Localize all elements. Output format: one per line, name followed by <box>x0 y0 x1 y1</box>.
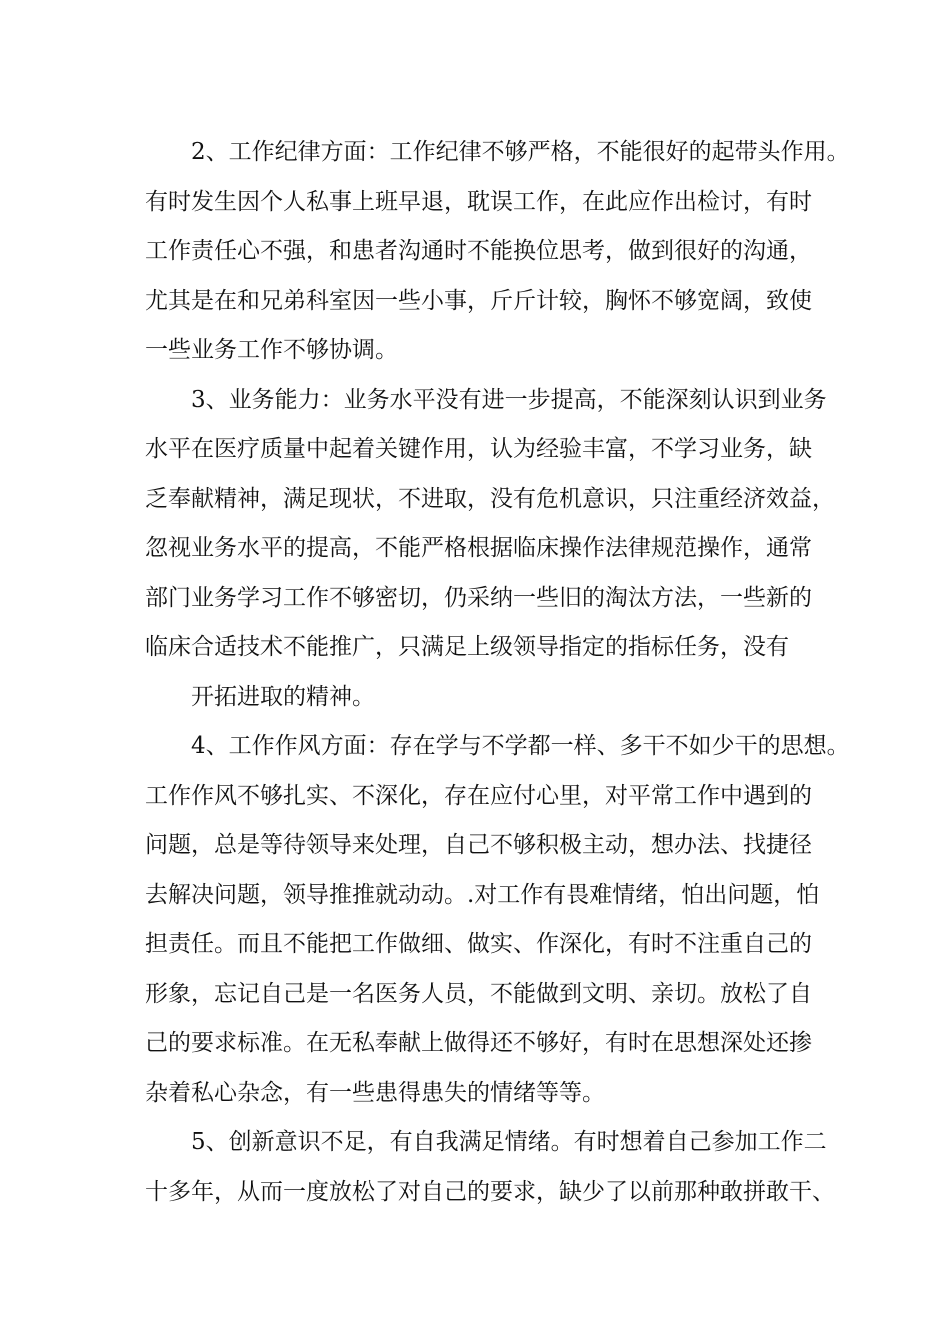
text-line: 4、工作作风方面：存在学与不学都一样、多干不如少干的思想。 <box>191 733 850 759</box>
text-line: 忽视业务水平的提高，不能严格根据临床操作法律规范操作，通常 <box>145 535 812 561</box>
text-line: 临床合适技术不能推广，只满足上级领导指定的指标任务，没有 <box>145 634 789 660</box>
text-line: 担责任。而且不能把工作做细、做实、作深化，有时不注重自己的 <box>145 931 812 957</box>
text-line: 有时发生因个人私事上班早退，耽误工作，在此应作出检讨，有时 <box>145 188 812 215</box>
text-line: 尤其是在和兄弟科室因一些小事，斤斤计较，胸怀不够宽阔，致使 <box>145 287 812 314</box>
document-body <box>145 128 850 1217</box>
text-line: 形象，忘记自己是一名医务人员，不能做到文明、亲切。放松了自 <box>145 980 812 1007</box>
text-line: 工作责任心不强，和患者沟通时不能换位思考，做到很好的沟通， <box>145 238 812 264</box>
text-line: 3、业务能力：业务水平没有进一步提高，不能深刻认识到业务 <box>191 386 827 413</box>
text-line: 部门业务学习工作不够密切，仍采纳一些旧的淘汰方法，一些新的 <box>145 584 812 611</box>
text-line: 一些业务工作不够协调。 <box>145 337 398 363</box>
text-line: 2、工作纪律方面：工作纪律不够严格，不能很好的起带头作用。 <box>191 139 850 165</box>
text-line: 开拓进取的精神。 <box>191 683 375 710</box>
text-line: 杂着私心杂念，有一些患得患失的情绪等等。 <box>145 1079 605 1106</box>
text-line: 5、创新意识不足，有自我满足情绪。有时想着自己参加工作二 <box>191 1129 827 1155</box>
text-line: 乏奉献精神，满足现状，不进取，没有危机意识，只注重经济效益， <box>145 485 835 512</box>
text-line: 问题，总是等待领导来处理，自己不够积极主动，想办法、找捷径 <box>145 832 812 858</box>
text-line: 十多年，从而一度放松了对自己的要求，缺少了以前那种敢拼敢干、 <box>145 1178 835 1205</box>
text-line: 水平在医疗质量中起着关键作用，认为经验丰富，不学习业务，缺 <box>145 436 812 462</box>
text-line: 己的要求标准。在无私奉献上做得还不够好，有时在思想深处还掺 <box>145 1030 812 1056</box>
text-line: 去解决问题，领导推推就动动。.对工作有畏难情绪，怕出问题，怕 <box>145 881 820 908</box>
text-line: 工作作风不够扎实、不深化，存在应付心里，对平常工作中遇到的 <box>145 782 812 809</box>
